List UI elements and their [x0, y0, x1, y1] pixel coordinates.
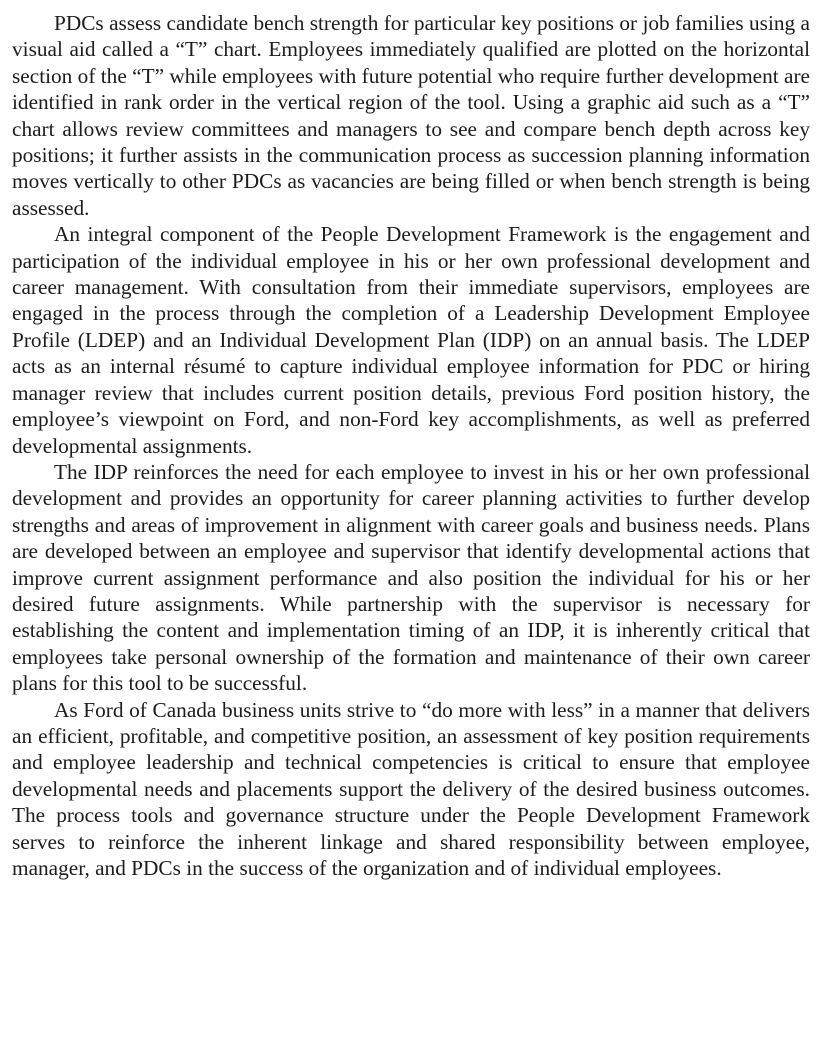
paragraph-idp: The IDP reinforces the need for each employee to invest in his or her own professional development and provides an opportunity for career planning activities to further develop strengths and areas of improvement in alignment with career goals and business needs. Plans are developed between an employee and supervisor that identify developmental actions that improve current assignment performance and also position the individual for his or her desired future assignments. While partnership with the supervisor is necessary for establishing the content and implementation timing of an IDP, it is inherently critical that employees take personal ownership of the formation and maintenance of their own career plans for this tool to be successful. [12, 459, 810, 696]
document-page [12, 10, 810, 881]
paragraph-t-chart: PDCs assess candidate bench strength for particular key positions or job families using a visual aid called a “T” chart. Employees immediately qualified are plotted on the horizontal section of the “T” while employees with future potential who require further development are identified in rank order in the vertical region of the tool. Using a graphic aid such as a “T” chart allows review committees and managers to see and compare bench depth across key positions; it further assists in the communication process as succession planning information moves vertically to other PDCs as vacancies are being filled or when bench strength is being assessed. [12, 11, 810, 220]
paragraph-ldep: An integral component of the People Development Framework is the engagement and participation of the individual employee in his or her own professional development and career management. With consultation from their immediate supervisors, employees are engaged in the process through the completion of a Leadership Development Employee Profile (LDEP) and an Individual Development Plan (IDP) on an annual basis. The LDEP acts as an internal résumé to capture individual employee information for PDC or hiring manager review that includes current position details, previous Ford position history, the employee’s viewpoint on Ford, and non-Ford key accomplishments, as well as preferred developmental assignments. [12, 222, 810, 458]
paragraph-ford-canada: As Ford of Canada business units strive to “do more with less” in a manner that delivers an efficient, profitable, and competitive position, an assessment of key position requirements and employee leadership and technical competencies is critical to ensure that employee developmental needs and placements support the delivery of the desired business outcomes. The process tools and governance structure under the People Development Framework serves to reinforce the inherent linkage and shared responsibility between employee, manager, and PDCs in the success of the organization and of individual employees. [12, 697, 810, 880]
